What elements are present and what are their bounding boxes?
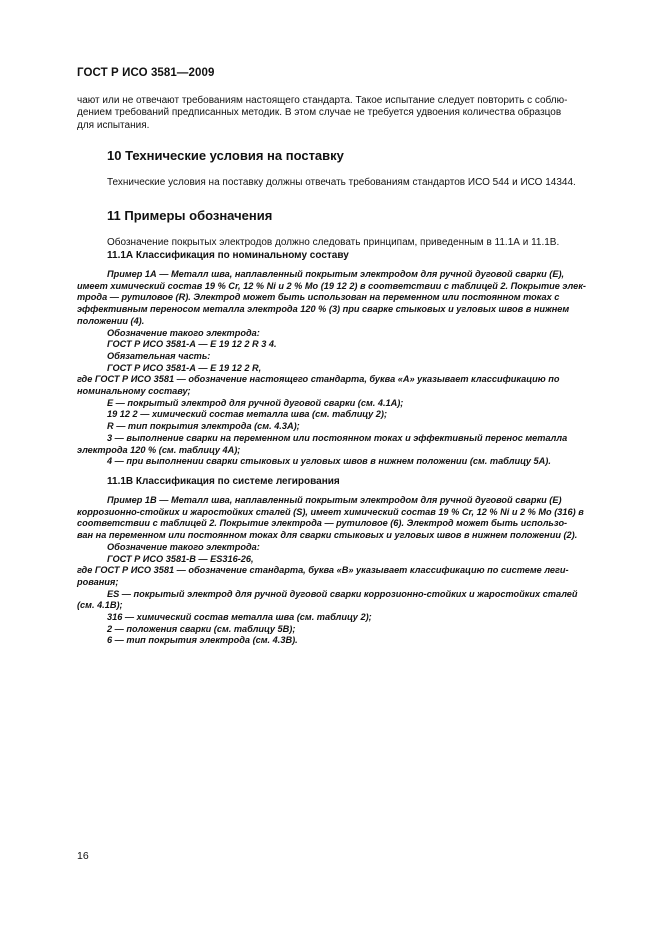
example-line: Пример 1А — Металл шва, наплавленный покрытым электродом для ручной дуговой сварки (Е),	[107, 269, 565, 280]
intro-line: дением требований предписанных методик. В этом случае не требуется удвоения количества образцов	[77, 107, 562, 119]
example-line: положении (4).	[77, 315, 145, 326]
where-line: номинальному составу;	[77, 386, 191, 397]
section-11-heading: 11 Примеры обозначения	[107, 207, 273, 223]
example-line: трода — рутиловое (R). Электрод может быть использован на переменном или постоянном токах с	[77, 292, 560, 303]
legend-item-4: 4 — при выполнении сварки стыковых и угловых швов в нижнем положении (см. таблицу 5А).	[107, 456, 551, 467]
example-1a	[77, 269, 615, 328]
legend-item-es: ES — покрытый электрод для ручной дуговой сварки коррозионно-стойких и жаростойких сталей	[107, 588, 578, 599]
where-line: где ГОСТ Р ИСО 3581 — обозначение стандарта, буква «В» указывает классификацию по системе леги-	[77, 565, 569, 576]
legend-item-e: Е — покрытый электрод для ручной дуговой сварки (см. 4.1А);	[107, 397, 404, 408]
section-10-heading: 10 Технические условия на поставку	[107, 148, 344, 164]
example-1b	[77, 495, 615, 542]
example-line: ван на переменном или постоянном токах для сварки стыковых и угловых швов в нижнем положении (2).	[77, 530, 578, 541]
subsection-11-1a-heading: 11.1А Классификация по номинальному составу	[107, 250, 349, 262]
mandatory-code: ГОСТ Р ИСО 3581-А — Е 19 12 2 R,	[107, 362, 262, 373]
page-content	[77, 95, 615, 647]
intro-line: чают или не отвечают требованиям настоящего стандарта. Такое испытание следует повторить с соблю-	[77, 95, 568, 106]
where-line: где ГОСТ Р ИСО 3581 — обозначение настоящего стандарта, буква «А» указывает классификацию по	[77, 374, 560, 385]
designation-code: ГОСТ Р ИСО 3581-В — ES316-26,	[107, 553, 254, 564]
legend-item-r: R — тип покрытия электрода (см. 4.3А);	[107, 421, 300, 432]
legend-item-6: 6 — тип покрытия электрода (см. 4.3В).	[107, 635, 298, 646]
designation-label: Обозначение такого электрода:	[107, 327, 260, 338]
legend-item-316: 316 — химический состав металла шва (см. таблицу 2);	[107, 612, 372, 623]
intro-line: для испытания.	[77, 119, 150, 131]
section-11-text: Обозначение покрытых электродов должно следовать принципам, приведенным в 11.1А и 11.1В.	[107, 236, 560, 248]
mandatory-label: Обязательная часть:	[107, 350, 211, 361]
legend-item-3-cont: электрода 120 % (см. таблицу 4А);	[77, 444, 241, 455]
legend-item-2: 2 — положения сварки (см. таблицу 5В);	[107, 623, 296, 634]
where-line: рования;	[77, 576, 119, 587]
example-line: имеет химический состав 19 % Cr, 12 % Ni и 2 % Мо (19 12 2) в соответствии с таблицей 2. Покрытие элек-	[77, 280, 586, 291]
subsection-11-1b-heading: 11.1В Классификация по системе легирования	[107, 475, 340, 487]
section-10-text: Технические условия на поставку должны отвечать требованиям стандартов ИСО 544 и ИСО 14344.	[107, 177, 576, 189]
example-line: эффективным переносом металла электрода 120 % (3) при сварке стыковых и угловых швов в нижнем	[77, 304, 570, 315]
legend-item-19-12-2: 19 12 2 — химический состав металла шва (см. таблицу 2);	[107, 409, 388, 420]
legend-item-3: 3 — выполнение сварки на переменном или постоянном токах и эффективный перенос металла	[107, 432, 568, 443]
document-header: ГОСТ Р ИСО 3581—2009	[77, 67, 215, 79]
page-number: 16	[77, 850, 89, 862]
example-line: соответствии с таблицей 2. Покрытие электрода — рутиловое (6). Электрод может быть использо-	[77, 518, 568, 529]
designation-label: Обозначение такого электрода:	[107, 541, 260, 552]
designation-code: ГОСТ Р ИСО 3581-А — Е 19 12 2 R 3 4.	[107, 339, 277, 350]
legend-item-es-cont: (см. 4.1В);	[77, 600, 123, 611]
example-line: коррозионно-стойких и жаростойких сталей (S), имеет химический состав 19 % Cr, 12 % Ni и 2 % Мо (316) в	[77, 506, 584, 517]
example-line: Пример 1В — Металл шва, наплавленный покрытым электродом для ручной дуговой сварки (Е)	[107, 494, 562, 505]
